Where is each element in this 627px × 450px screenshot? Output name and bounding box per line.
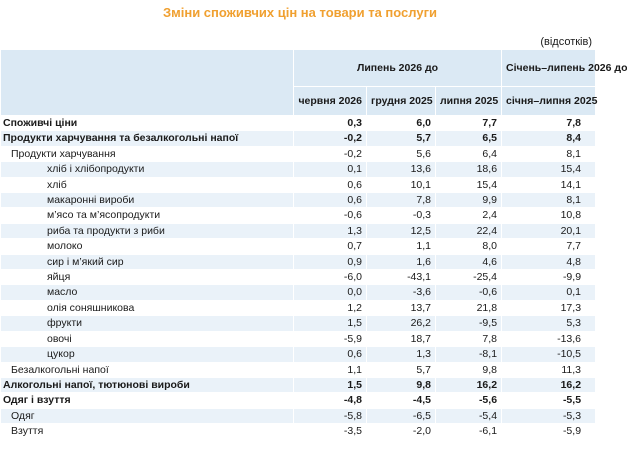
- row-value: -8,1: [436, 347, 502, 362]
- row-label: макаронні вироби: [1, 193, 294, 208]
- row-value: -4,5: [367, 393, 436, 408]
- row-value: -0,6: [436, 285, 502, 300]
- table-row: [1, 254, 596, 269]
- row-value: -10,5: [502, 347, 596, 362]
- row-label: олія соняшникова: [1, 300, 294, 315]
- row-value: 1,3: [367, 347, 436, 362]
- header-col-december: грудня 2025: [367, 87, 436, 116]
- row-label: риба та продукти з риби: [1, 223, 294, 238]
- row-value: -13,6: [502, 331, 596, 346]
- row-value: 0,1: [502, 285, 596, 300]
- row-value: 26,2: [367, 316, 436, 331]
- row-label: Споживчі ціни: [1, 116, 294, 131]
- row-value: 17,3: [502, 300, 596, 315]
- row-label: Безалкогольні напої: [1, 362, 294, 377]
- row-label: фрукти: [1, 316, 294, 331]
- row-value: -0,6: [294, 208, 367, 223]
- table-row: [1, 424, 596, 439]
- row-label: Продукти харчування: [1, 146, 294, 161]
- row-value: 1,5: [294, 377, 367, 392]
- row-value: 6,0: [367, 116, 436, 131]
- row-value: 8,1: [502, 193, 596, 208]
- row-value: 16,2: [436, 377, 502, 392]
- table-row: [1, 331, 596, 346]
- table-row: [1, 239, 596, 254]
- row-value: 11,3: [502, 362, 596, 377]
- row-value: 6,5: [436, 131, 502, 146]
- row-value: 13,7: [367, 300, 436, 315]
- row-value: 0,6: [294, 347, 367, 362]
- row-value: 0,3: [294, 116, 367, 131]
- row-label: сир і м’який сир: [1, 254, 294, 269]
- row-value: -5,3: [502, 408, 596, 423]
- row-value: 10,1: [367, 177, 436, 192]
- row-value: 22,4: [436, 223, 502, 238]
- row-value: 15,4: [502, 162, 596, 177]
- row-value: -6,1: [436, 424, 502, 439]
- row-value: 20,1: [502, 223, 596, 238]
- row-value: -5,8: [294, 408, 367, 423]
- row-value: 18,6: [436, 162, 502, 177]
- row-value: 1,6: [367, 254, 436, 269]
- row-value: 0,6: [294, 193, 367, 208]
- header-group-jan-jul: Січень–липень 2026 до: [502, 50, 596, 87]
- table-row: [1, 193, 596, 208]
- header-blank: [1, 50, 294, 116]
- row-value: 5,3: [502, 316, 596, 331]
- table-row: [1, 177, 596, 192]
- row-value: 12,5: [367, 223, 436, 238]
- row-value: -5,9: [502, 424, 596, 439]
- row-value: 15,4: [436, 177, 502, 192]
- row-value: 13,6: [367, 162, 436, 177]
- table-row: [1, 347, 596, 362]
- header-group-july: Липень 2026 до: [294, 50, 502, 87]
- row-value: 5,6: [367, 146, 436, 161]
- row-value: 6,4: [436, 146, 502, 161]
- row-value: -5,6: [436, 393, 502, 408]
- row-value: 0,1: [294, 162, 367, 177]
- row-value: -3,5: [294, 424, 367, 439]
- row-value: 4,8: [502, 254, 596, 269]
- row-value: 7,7: [502, 239, 596, 254]
- row-label: Одяг: [1, 408, 294, 423]
- row-value: 16,2: [502, 377, 596, 392]
- row-label: Алкогольні напої, тютюнові вироби: [1, 377, 294, 392]
- row-value: -2,0: [367, 424, 436, 439]
- row-value: -0,3: [367, 208, 436, 223]
- table-row: [1, 162, 596, 177]
- row-value: -4,8: [294, 393, 367, 408]
- row-value: -3,6: [367, 285, 436, 300]
- table-row: [1, 316, 596, 331]
- row-value: 9,8: [367, 377, 436, 392]
- row-value: 7,8: [502, 116, 596, 131]
- row-value: 8,1: [502, 146, 596, 161]
- row-value: 9,8: [436, 362, 502, 377]
- row-value: 2,4: [436, 208, 502, 223]
- row-value: 5,7: [367, 131, 436, 146]
- row-value: 18,7: [367, 331, 436, 346]
- row-value: -6,5: [367, 408, 436, 423]
- table-row: [1, 223, 596, 238]
- row-value: 0,9: [294, 254, 367, 269]
- row-value: -9,5: [436, 316, 502, 331]
- row-label: Взуття: [1, 424, 294, 439]
- header-col-july: липня 2025: [436, 87, 502, 116]
- row-value: -5,5: [502, 393, 596, 408]
- row-value: 1,5: [294, 316, 367, 331]
- table-row: [1, 270, 596, 285]
- row-value: 7,7: [436, 116, 502, 131]
- header-col-jan-jul: січня–липня 2025: [502, 87, 596, 116]
- row-value: -6,0: [294, 270, 367, 285]
- row-value: -9,9: [502, 270, 596, 285]
- row-value: -25,4: [436, 270, 502, 285]
- row-value: 1,1: [294, 362, 367, 377]
- row-value: 21,8: [436, 300, 502, 315]
- row-value: 9,9: [436, 193, 502, 208]
- row-value: 7,8: [436, 331, 502, 346]
- header-col-june: червня 2026: [294, 87, 367, 116]
- row-value: 4,6: [436, 254, 502, 269]
- row-value: 10,8: [502, 208, 596, 223]
- row-label: масло: [1, 285, 294, 300]
- cpi-table: [0, 49, 627, 440]
- table-title: Зміни споживчих цін на товари та послуги: [162, 5, 438, 20]
- row-label: м’ясо та м’ясопродукти: [1, 208, 294, 223]
- table-row: [1, 362, 596, 377]
- row-label: овочі: [1, 331, 294, 346]
- row-value: 8,4: [502, 131, 596, 146]
- row-label: хліб і хлібопродукти: [1, 162, 294, 177]
- row-value: -43,1: [367, 270, 436, 285]
- row-value: 1,2: [294, 300, 367, 315]
- table-row: [1, 146, 596, 161]
- row-label: яйця: [1, 270, 294, 285]
- row-value: 0,0: [294, 285, 367, 300]
- row-value: 8,0: [436, 239, 502, 254]
- table-row: [1, 377, 596, 392]
- row-value: 5,7: [367, 362, 436, 377]
- table-row: [1, 393, 596, 408]
- row-value: -0,2: [294, 131, 367, 146]
- row-value: -5,4: [436, 408, 502, 423]
- row-value: 14,1: [502, 177, 596, 192]
- unit-label: (відсотків): [540, 36, 592, 48]
- row-label: Одяг і взуття: [1, 393, 294, 408]
- row-value: 1,3: [294, 223, 367, 238]
- table-row: [1, 116, 596, 131]
- table-row: [1, 300, 596, 315]
- row-value: 7,8: [367, 193, 436, 208]
- row-value: -0,2: [294, 146, 367, 161]
- row-value: 0,6: [294, 177, 367, 192]
- table-row: [1, 285, 596, 300]
- table-row: [1, 408, 596, 423]
- row-value: -5,9: [294, 331, 367, 346]
- table-body: [1, 116, 596, 440]
- row-label: молоко: [1, 239, 294, 254]
- row-value: 1,1: [367, 239, 436, 254]
- row-label: Продукти харчування та безалкогольні напої: [1, 131, 294, 146]
- row-label: цукор: [1, 347, 294, 362]
- table-row: [1, 131, 596, 146]
- row-label: хліб: [1, 177, 294, 192]
- table-row: [1, 208, 596, 223]
- row-value: 0,7: [294, 239, 367, 254]
